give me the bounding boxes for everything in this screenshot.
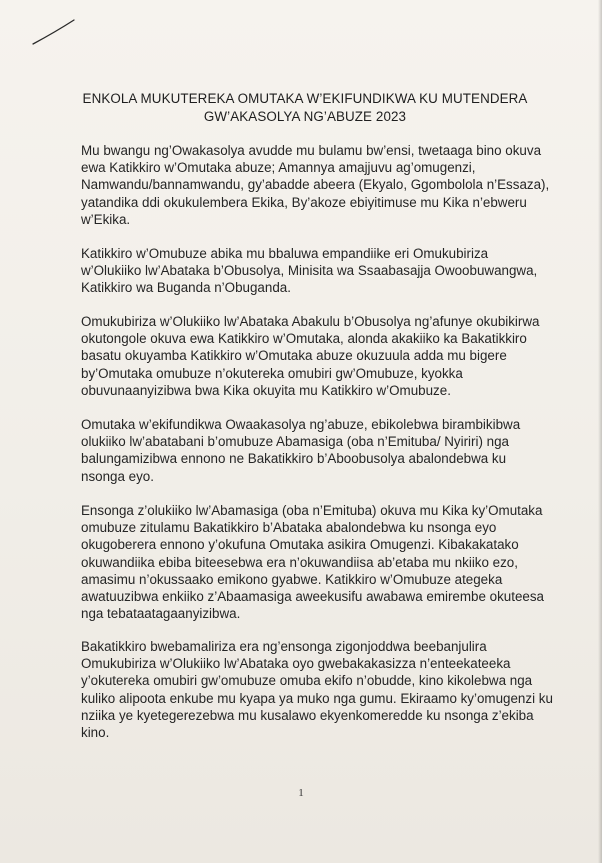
paragraph-4 [81,416,581,485]
paragraph-line: olukiiko lw’abatabani b’omubuze Abamasiga (oba n’Emituba/ Nyiriri) nga [81,434,509,450]
paragraph-line: w’Olukiiko lw’Abataka b’Obusolya, Minisita wa Ssaabasajja Owoobuwangwa, [81,263,538,279]
paragraph-line: basatu okuyamba Katikkiro w’Omutaka abuze okuzuula adda mu bigere [81,348,507,364]
pen-stroke-mark [30,18,76,48]
paragraph-line: Ensonga z’olukiiko lw’Abamasiga (oba n’Emituba) okuva mu Kika ky’Omutaka [81,503,543,518]
paragraph-line: okutongole okuva ewa Katikkiro w’Omutaka, alonda akakiiko ka Bakatikkiro [81,331,527,347]
paragraph-5 [81,502,581,622]
paragraph-line: nziika ye kyetegerezebwa mu kusalawo ekyenkomeredde ku nsonga z’ekiba [81,707,534,723]
paragraph-line: yatandika ddi okukulembera Ekika, By’akoze ebiyitimuse mu Kika n’ebweru [81,194,527,210]
paragraph-line: Namwandu/bannamwandu, gy’abadde abeera (Ekyalo, Ggombolola n’Essaza), [81,177,550,193]
paragraph-line: Omutaka w’ekifundikwa Owaakasolya ng’abuze, ebikolebwa birambikibwa [81,417,521,432]
paragraph-line: Katikkiro wa Buganda n’Obuganda. [81,280,291,296]
document-title-line-2: GW’AKASOLYA NG’ABUZE 2023 [203,109,407,124]
document-title-line-1: ENKOLA MUKUTEREKA OMUTAKA W’EKIFUNDIKWA KU MUTENDERA [82,91,528,106]
paragraph-6 [81,638,581,741]
paragraph-line: okugoberera ennono y’okufuna Omutaka asikira Omugenzi. Kibakakatako [81,537,519,553]
page-number: 1 [298,787,304,799]
paragraph-line: ewa Katikkiro w’Omutaka abuze; Amannya amajjuvu ag’omugenzi, [81,160,476,176]
paragraph-line: nsonga eyo. [81,468,154,484]
paragraph-1 [81,142,581,228]
paragraph-line: Omukubiriza w’Olukiiko lw’Abataka Abakulu b’Obusolya ng’afunye okubikirwa [81,314,540,329]
paragraph-line: balungamizibwa ennono ne Bakatikkiro b’Aboobusolya abalondebwa ku [81,451,507,467]
paragraph-line: y’okutereka omubiri gw’omubuze omuba ekifo n’obudde, kino kikolebwa nga [81,673,533,689]
paragraph-line: omubuze zitulamu Bakatikkiro b’Abataka abalondebwa ku nsonga eyo [81,520,497,536]
paragraph-line: by’Omutaka omubuze n’okutereka omubiri gw’Omubuze, kyokka [81,365,463,381]
paragraph-line: w’Ekika. [81,211,131,227]
paragraph-2 [81,245,581,297]
paragraph-line: obuvunaanyizibwa bwa Kika okuyita mu Katikkiro w’Omubuze. [81,382,451,398]
paragraph-3 [81,313,581,399]
paragraph-line: awatuuzibwa enkiiko z’Abaamasiga aweekusifu awabawa emirembe okuteesa [81,589,544,605]
paragraph-line: Omukubiriza w’Olukiiko lw’Abataka oyo gwebakakasizza n’enteekateeka [81,656,511,672]
paragraph-line: nga tebataatagaanyizibwa. [81,606,241,622]
paragraph-line: amasimu n’okussaako emikono gyabwe. Katikkiro w’Omubuze ategeka [81,571,503,587]
paragraph-line: Katikkiro w’Omubuze abika mu bbaluwa empandiike eri Omukubiriza [81,246,489,261]
paragraph-line: kuliko alipoota enkube mu kyapa ya muko nga gumu. Ekiraamo ky’omugenzi ku [81,690,553,706]
paragraph-line: okuwandiika ebiba biteesebwa era n’okuwandiisa ab’etaba mu nkiiko ezo, [81,554,518,570]
paragraph-line: Mu bwangu ng’Owakasolya avudde mu bulamu bw’ensi, twetaaga bino okuva [81,143,542,158]
paragraph-line: kino. [81,725,110,741]
paragraph-line: Bakatikkiro bwebamaliriza era ng’ensonga zigonjoddwa beebanjulira [81,639,487,654]
